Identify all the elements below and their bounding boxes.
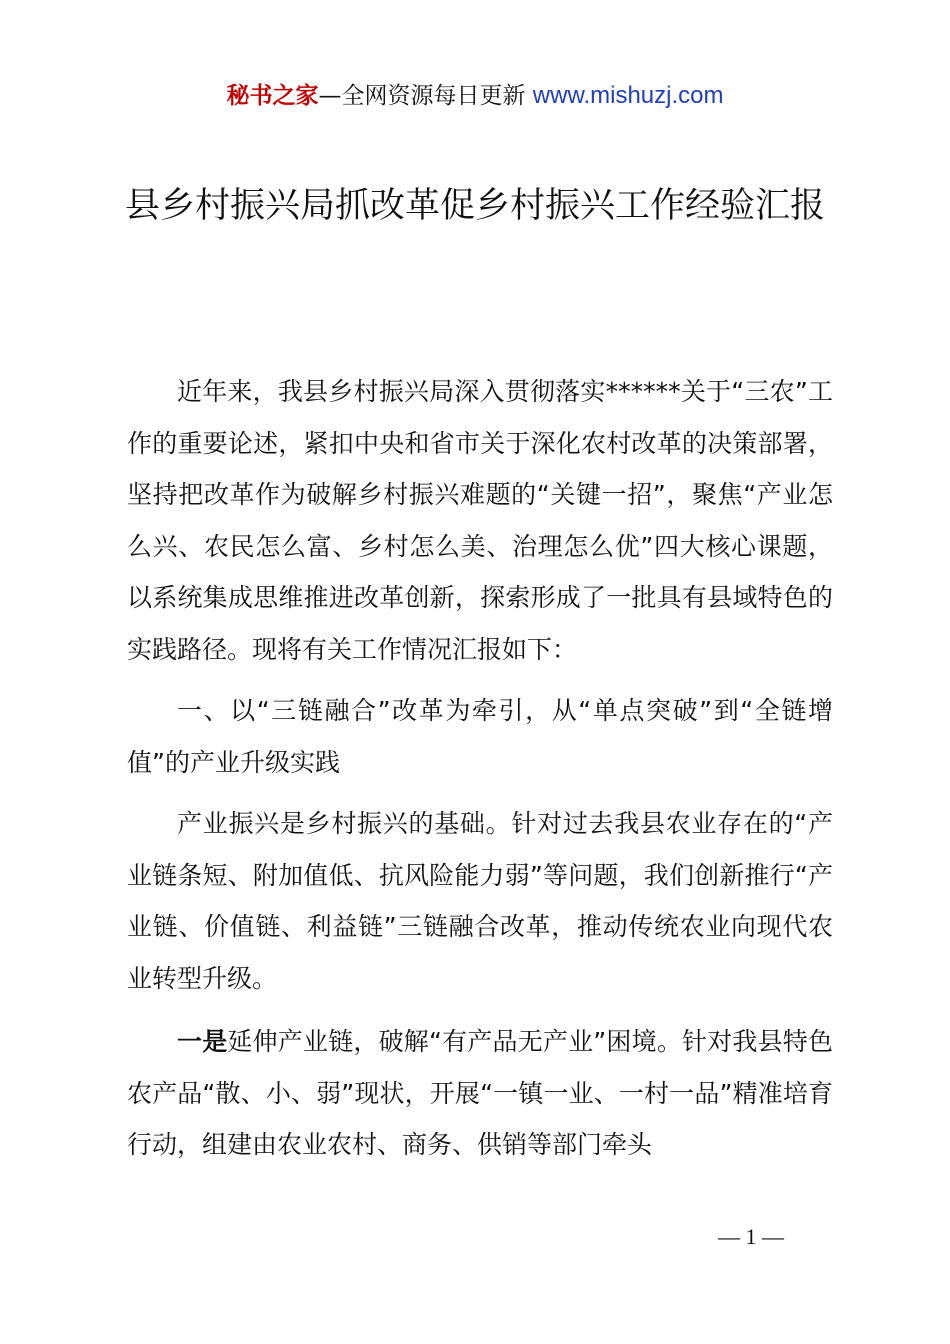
site-url-link[interactable]: www.mishuzj.com bbox=[532, 82, 724, 109]
banner-tagline: —全网资源每日更新 bbox=[318, 83, 526, 109]
section-one-paragraph: 产业振兴是乡村振兴的基础。针对过去我县农业存在的“产业链条短、附加值低、抗风险能力弱”等问题，我们创新推行“产业链、价值链、利益链”三链融合改革，推动传统农业向现代农业转型升级。 bbox=[127, 809, 833, 993]
section-heading-one: 一、以“三链融合”改革为牵引，从“单点突破”到“全链增值”的产业升级实践 bbox=[127, 696, 833, 777]
site-banner bbox=[0, 80, 950, 112]
point-one-paragraph bbox=[127, 1016, 833, 1171]
intro-paragraph: 近年来，我县乡村振兴局深入贯彻落实******关于“三农”工作的重要论述，紧扣中央和省市关于深化农村改革的决策部署，坚持把改革作为破解乡村振兴难题的“关键一招”，聚焦“产业怎么兴、农民怎么富、乡村怎么美、治理怎么优”四大核心课题，以系统集成思维推进改革创新，探索形成了一批具有县域特色的实践路径。现将有关工作情况汇报如下： bbox=[127, 377, 833, 664]
document-body bbox=[127, 366, 833, 1171]
document-title: 县乡村振兴局抓改革促乡村振兴工作经验汇报 bbox=[124, 186, 825, 226]
page-number: — 1 — bbox=[718, 1224, 784, 1249]
brand-name[interactable]: 秘书之家 bbox=[226, 83, 319, 109]
point-one-text: 延伸产业链，破解“有产品无产业”困境。针对我县特色农产品“散、小、弱”现状，开展“一镇一业、一村一品”精准培育行动，组建由农业农村、商务、供销等部门牵头 bbox=[127, 1027, 833, 1159]
point-one-lead: 一是 bbox=[177, 1027, 228, 1056]
